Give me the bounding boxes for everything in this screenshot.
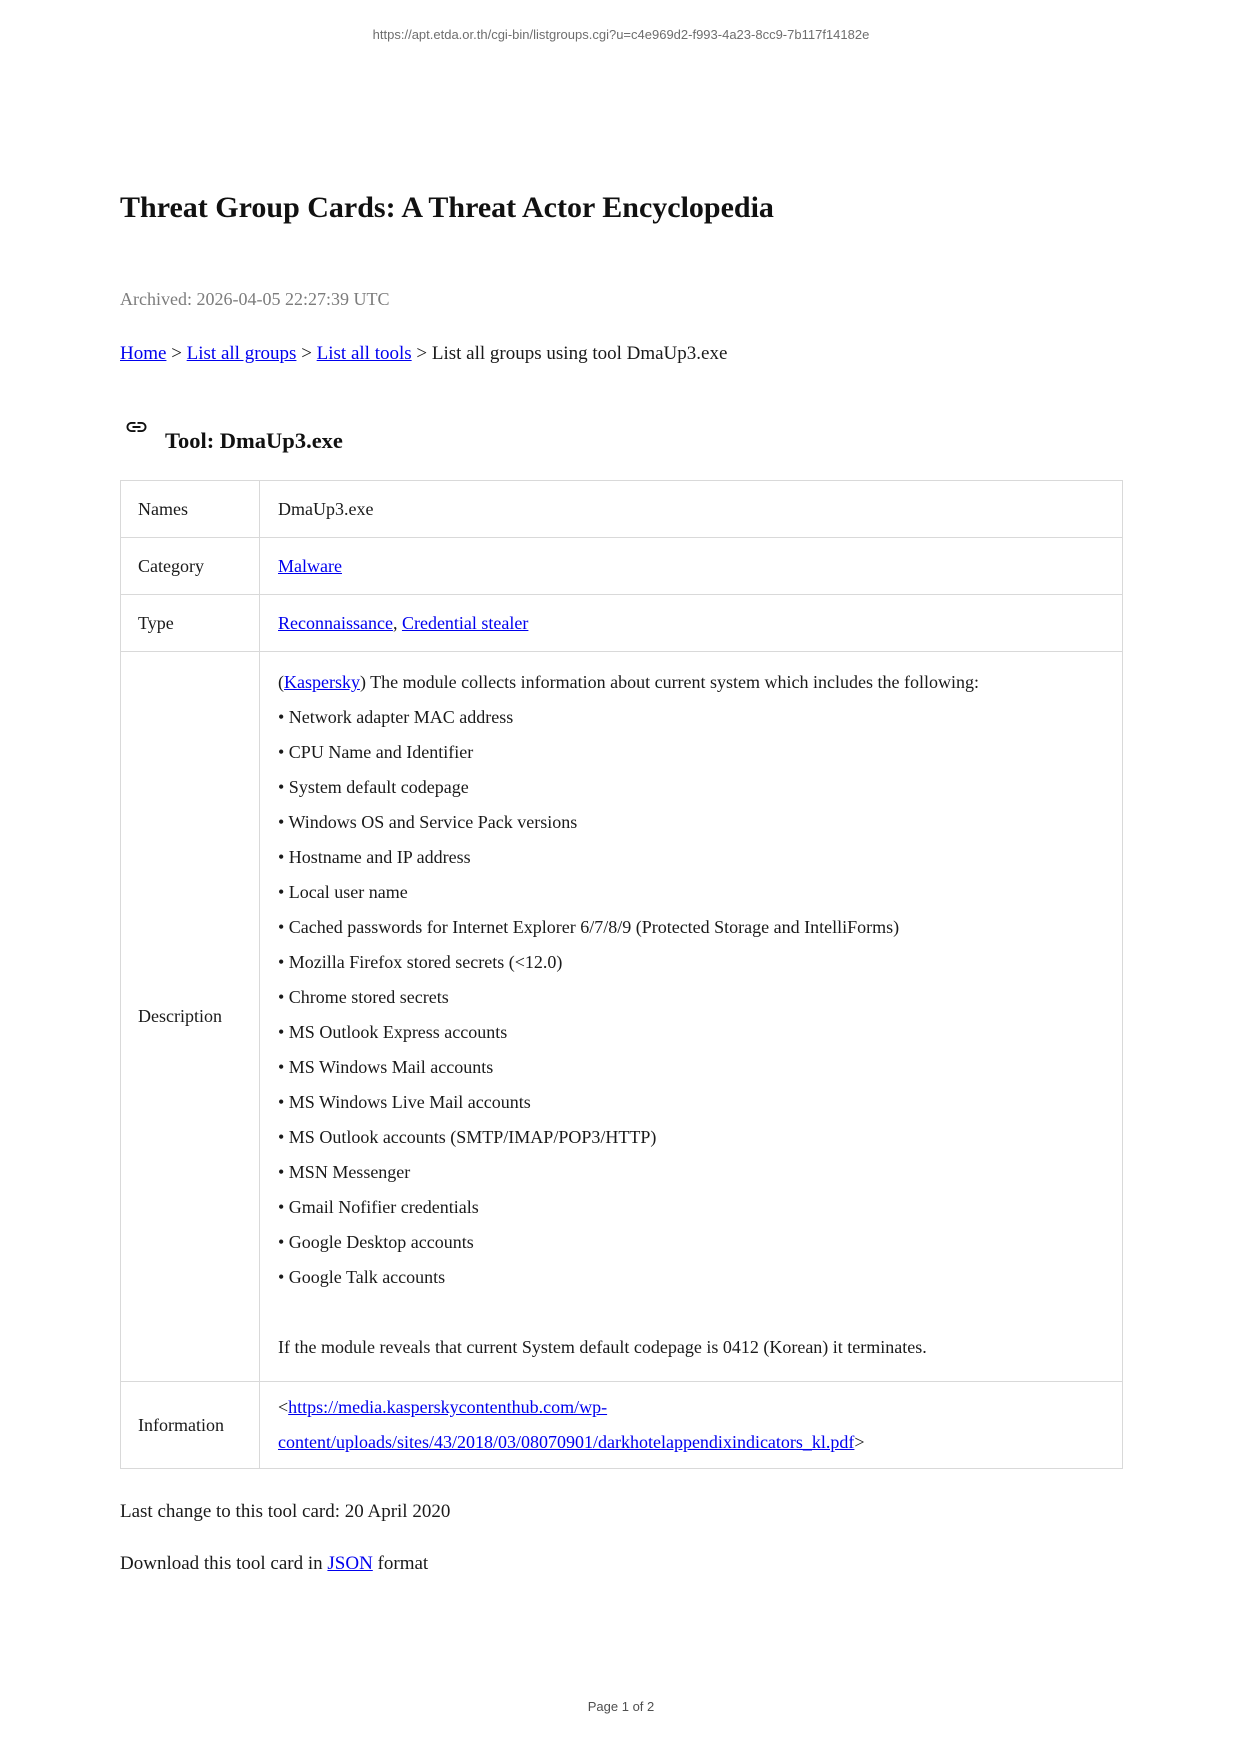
information-content	[278, 1390, 1098, 1460]
tool-heading	[120, 416, 1123, 454]
page-title: Threat Group Cards: A Threat Actor Encyclopedia	[120, 191, 774, 224]
breadcrumb-link[interactable]: List all tools	[316, 343, 412, 364]
table-row-information	[121, 1382, 1123, 1469]
table-row-description	[121, 652, 1123, 1382]
description-intro	[278, 665, 1078, 700]
download-note	[120, 1553, 1123, 1575]
link-icon	[120, 416, 153, 444]
description-bullet: • Windows OS and Service Pack versions	[278, 812, 578, 832]
description-bullet-list	[278, 700, 1078, 1295]
description-bullet: • Local user name	[278, 882, 408, 902]
breadcrumb-separator: >	[296, 343, 317, 364]
breadcrumb-link[interactable]: List all groups	[186, 343, 297, 364]
last-change-note: Last change to this tool card: 20 April 2020	[120, 1501, 451, 1522]
download-prefix: Download this tool card in	[120, 1553, 328, 1574]
description-bullet: • Gmail Nofifier credentials	[278, 1197, 479, 1217]
type-link[interactable]: Reconnaissance	[278, 612, 393, 633]
description-bullet: • System default codepage	[278, 777, 469, 797]
description-bullet: • CPU Name and Identifier	[278, 742, 474, 762]
tool-heading-label: Tool: DmaUp3.exe	[165, 428, 343, 453]
kaspersky-link[interactable]: Kaspersky	[284, 672, 360, 692]
names-value: DmaUp3.exe	[260, 481, 1123, 538]
type-link[interactable]: Credential stealer	[401, 612, 529, 633]
description-bullet: • Hostname and IP address	[278, 847, 471, 867]
intro-rest: ) The module collects information about current system which includes the following:	[359, 672, 980, 692]
table-row-type	[121, 595, 1123, 652]
description-bullet: • Mozilla Firefox stored secrets (<12.0)	[278, 952, 563, 972]
description-bullet: • Google Talk accounts	[278, 1267, 446, 1287]
info-close-bracket: >	[854, 1432, 865, 1452]
description-bullet: • MS Windows Live Mail accounts	[278, 1092, 531, 1112]
breadcrumb-separator: >	[411, 343, 432, 364]
description-outro: If the module reveals that current System default codepage is 0412 (Korean) it terminates.	[278, 1337, 927, 1357]
description-bullet: • Google Desktop accounts	[278, 1232, 474, 1252]
table-row-category	[121, 538, 1123, 595]
category-link[interactable]: Malware	[278, 555, 342, 576]
page-content	[120, 0, 1123, 1575]
category-label: Category	[121, 538, 260, 595]
intro-open-paren: (	[278, 672, 284, 692]
tool-card-table	[120, 480, 1123, 1469]
description-bullet: • MS Outlook Express accounts	[278, 1022, 508, 1042]
information-label: Information	[121, 1382, 260, 1469]
breadcrumb-separator: >	[166, 343, 187, 364]
description-bullet: • Chrome stored secrets	[278, 987, 449, 1007]
description-content	[278, 665, 1078, 1365]
print-header-url: https://apt.etda.or.th/cgi-bin/listgroups.cgi?u=c4e969d2-f993-4a23-8cc9-7b117f14182e	[372, 27, 870, 42]
description-label: Description	[121, 652, 260, 1382]
info-open-bracket: <	[278, 1397, 289, 1417]
description-bullet: • Cached passwords for Internet Explorer 6/7/8/9 (Protected Storage and IntelliForms)	[278, 917, 900, 937]
names-label: Names	[121, 481, 260, 538]
description-bullet: • MSN Messenger	[278, 1162, 411, 1182]
table-row-names	[121, 481, 1123, 538]
type-links	[260, 595, 1123, 652]
type-separator: ,	[392, 612, 402, 633]
information-link[interactable]: https://media.kasperskycontenthub.com/wp-content/uploads/sites/43/2018/03/08070901/darkhotelappendixindicators_kl.pdf	[278, 1397, 855, 1452]
description-bullet: • MS Outlook accounts (SMTP/IMAP/POP3/HTTP)	[278, 1127, 657, 1147]
description-bullet: • Network adapter MAC address	[278, 707, 514, 727]
download-json-link[interactable]: JSON	[327, 1553, 373, 1574]
download-suffix: format	[372, 1553, 429, 1574]
breadcrumb-link[interactable]: Home	[120, 343, 167, 364]
breadcrumb-current: List all groups using tool DmaUp3.exe	[431, 343, 728, 364]
archived-timestamp: Archived: 2026-04-05 22:27:39 UTC	[120, 289, 390, 309]
print-footer-page-indicator: Page 1 of 2	[587, 1699, 655, 1714]
type-label: Type	[121, 595, 260, 652]
description-bullet: • MS Windows Mail accounts	[278, 1057, 494, 1077]
breadcrumb	[120, 342, 1123, 366]
